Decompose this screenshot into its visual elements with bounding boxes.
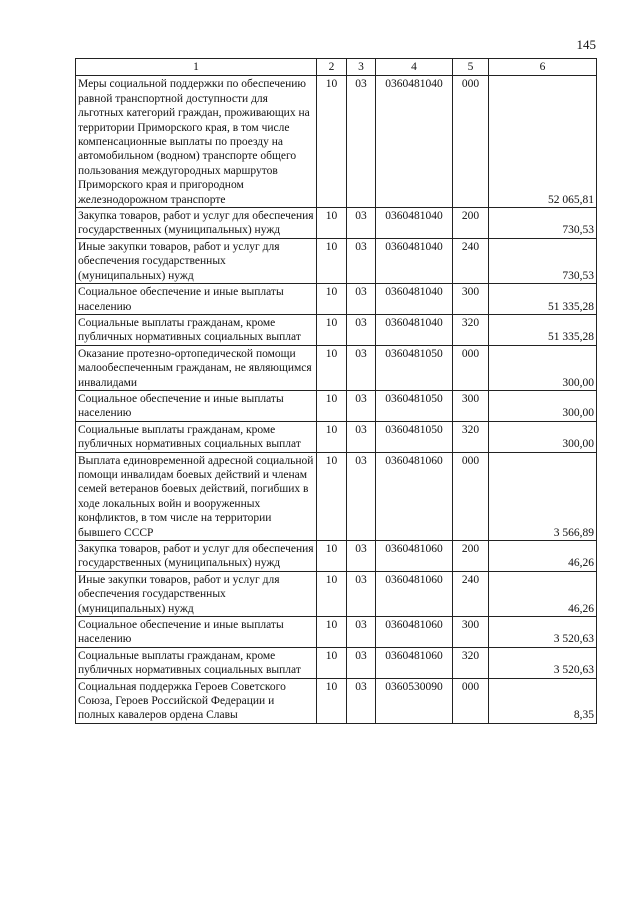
row-expense-type: 320: [453, 647, 489, 678]
row-name: Меры социальной поддержки по обеспечению равной транспортной доступности для льготных категорий граждан, проживающих на территории Приморского края, в том числе компенсационные выплаты по проезду на автомобильном (водном) транспорте общего пользования междугородных маршрутов Приморского края и пригородном железнодорожном транспорте: [76, 76, 317, 208]
row-section: 10: [317, 76, 347, 208]
row-amount: 51 335,28: [489, 314, 597, 345]
row-section: 10: [317, 571, 347, 616]
table-row: [76, 421, 597, 452]
row-subsection: 03: [347, 284, 376, 315]
row-target-article: 0360481060: [376, 452, 453, 540]
row-subsection: 03: [347, 76, 376, 208]
row-amount: 300,00: [489, 421, 597, 452]
table-row: [76, 541, 597, 572]
row-name: Социальные выплаты гражданам, кроме публичных нормативных социальных выплат: [76, 421, 317, 452]
row-subsection: 03: [347, 238, 376, 283]
row-section: 10: [317, 390, 347, 421]
row-name: Социальное обеспечение и иные выплаты населению: [76, 390, 317, 421]
row-name: Социальные выплаты гражданам, кроме публичных нормативных социальных выплат: [76, 314, 317, 345]
row-expense-type: 300: [453, 284, 489, 315]
header-col-6: 6: [489, 59, 597, 76]
row-expense-type: 240: [453, 571, 489, 616]
row-name: Социальные выплаты гражданам, кроме публичных нормативных социальных выплат: [76, 647, 317, 678]
row-name: Иные закупки товаров, работ и услуг для обеспечения государственных (муниципальных) нужд: [76, 571, 317, 616]
row-target-article: 0360481050: [376, 421, 453, 452]
row-subsection: 03: [347, 617, 376, 648]
header-col-4: 4: [376, 59, 453, 76]
table-row: [76, 647, 597, 678]
row-expense-type: 320: [453, 314, 489, 345]
row-expense-type: 000: [453, 678, 489, 723]
row-subsection: 03: [347, 678, 376, 723]
header-col-3: 3: [347, 59, 376, 76]
row-target-article: 0360481050: [376, 345, 453, 390]
row-amount: 3 520,63: [489, 617, 597, 648]
header-col-1: 1: [76, 59, 317, 76]
row-subsection: 03: [347, 452, 376, 540]
row-subsection: 03: [347, 421, 376, 452]
table-row: [76, 617, 597, 648]
table-row: [76, 571, 597, 616]
row-subsection: 03: [347, 390, 376, 421]
row-name: Социальная поддержка Героев Советского Союза, Героев Российской Федерации и полных кавалеров ордена Славы: [76, 678, 317, 723]
row-target-article: 0360481060: [376, 617, 453, 648]
table-row: [76, 345, 597, 390]
table-row: [76, 452, 597, 540]
row-target-article: 0360481040: [376, 76, 453, 208]
row-name: Социальное обеспечение и иные выплаты населению: [76, 284, 317, 315]
row-expense-type: 000: [453, 452, 489, 540]
row-amount: 51 335,28: [489, 284, 597, 315]
row-expense-type: 000: [453, 76, 489, 208]
row-name: Выплата единовременной адресной социальной помощи инвалидам боевых действий и членам семей ветеранов боевых действий, погибших в ходе локальных войн и вооруженных конфликтов, в том числе на территории бывшего СССР: [76, 452, 317, 540]
row-target-article: 0360481060: [376, 541, 453, 572]
row-expense-type: 200: [453, 541, 489, 572]
row-section: 10: [317, 238, 347, 283]
row-expense-type: 320: [453, 421, 489, 452]
table-body: [76, 76, 597, 723]
row-expense-type: 300: [453, 617, 489, 648]
row-subsection: 03: [347, 208, 376, 239]
table-row: [76, 208, 597, 239]
row-target-article: 0360481040: [376, 238, 453, 283]
row-name: Закупка товаров, работ и услуг для обеспечения государственных (муниципальных) нужд: [76, 541, 317, 572]
row-target-article: 0360530090: [376, 678, 453, 723]
row-amount: 52 065,81: [489, 76, 597, 208]
table-row: [76, 390, 597, 421]
row-amount: 3 520,63: [489, 647, 597, 678]
row-expense-type: 000: [453, 345, 489, 390]
row-section: 10: [317, 678, 347, 723]
row-name: Закупка товаров, работ и услуг для обеспечения государственных (муниципальных) нужд: [76, 208, 317, 239]
row-section: 10: [317, 541, 347, 572]
row-target-article: 0360481040: [376, 314, 453, 345]
row-name: Оказание протезно-ортопедической помощи малообеспеченным гражданам, не являющимся инвалидами: [76, 345, 317, 390]
table-row: [76, 76, 597, 208]
row-subsection: 03: [347, 647, 376, 678]
row-amount: 8,35: [489, 678, 597, 723]
header-col-5: 5: [453, 59, 489, 76]
row-subsection: 03: [347, 345, 376, 390]
row-name: Социальное обеспечение и иные выплаты населению: [76, 617, 317, 648]
table-row: [76, 238, 597, 283]
row-section: 10: [317, 452, 347, 540]
row-section: 10: [317, 421, 347, 452]
row-section: 10: [317, 647, 347, 678]
row-subsection: 03: [347, 571, 376, 616]
table-header-row: [76, 59, 597, 76]
header-col-2: 2: [317, 59, 347, 76]
row-subsection: 03: [347, 541, 376, 572]
row-name: Иные закупки товаров, работ и услуг для обеспечения государственных (муниципальных) нужд: [76, 238, 317, 283]
row-amount: 46,26: [489, 541, 597, 572]
row-section: 10: [317, 314, 347, 345]
budget-table: [75, 58, 597, 724]
row-target-article: 0360481060: [376, 571, 453, 616]
row-amount: 730,53: [489, 208, 597, 239]
table-row: [76, 678, 597, 723]
row-section: 10: [317, 284, 347, 315]
row-target-article: 0360481040: [376, 284, 453, 315]
row-expense-type: 300: [453, 390, 489, 421]
row-subsection: 03: [347, 314, 376, 345]
row-expense-type: 240: [453, 238, 489, 283]
row-target-article: 0360481050: [376, 390, 453, 421]
row-section: 10: [317, 208, 347, 239]
row-amount: 300,00: [489, 345, 597, 390]
row-amount: 46,26: [489, 571, 597, 616]
page-number: 145: [576, 37, 596, 52]
row-target-article: 0360481060: [376, 647, 453, 678]
row-amount: 730,53: [489, 238, 597, 283]
row-amount: 3 566,89: [489, 452, 597, 540]
row-expense-type: 200: [453, 208, 489, 239]
row-amount: 300,00: [489, 390, 597, 421]
row-section: 10: [317, 617, 347, 648]
table-row: [76, 314, 597, 345]
row-section: 10: [317, 345, 347, 390]
table-row: [76, 284, 597, 315]
row-target-article: 0360481040: [376, 208, 453, 239]
